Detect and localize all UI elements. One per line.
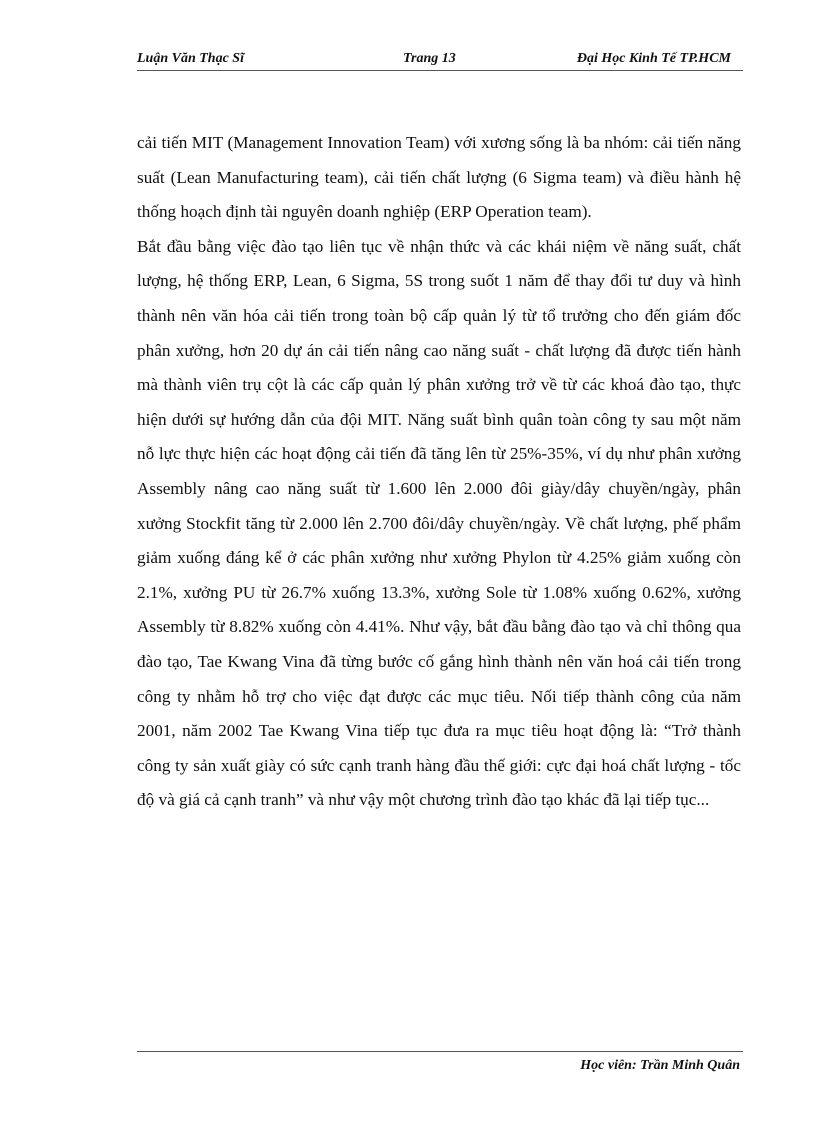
header-thesis-label: Luận Văn Thạc Sĩ <box>137 51 244 66</box>
paragraph-1: cải tiến MIT (Management Innovation Team) với xương sống là ba nhóm: cải tiến năng suất (Lean Manufacturing team), cải tiến chất lượng (6 Sigma team) và điều hành hệ thống hoạch định tài nguyên doanh nghiệp (ERP Operation team). <box>137 133 741 222</box>
header-page-number: Trang 13 <box>403 51 456 66</box>
body-text <box>137 126 741 818</box>
page-header <box>137 47 743 71</box>
header-university: Đại Học Kinh Tế TP.HCM <box>576 51 731 66</box>
footer-author: Học viên: Trần Minh Quân <box>580 1058 740 1073</box>
paragraph-2: Bắt đầu bằng việc đào tạo liên tục về nhận thức và các khái niệm về năng suất, chất lượng, hệ thống ERP, Lean, 6 Sigma, 5S trong suốt 1 năm để thay đổi tư duy và hình thành nên văn hóa cải tiến trong toàn bộ cấp quản lý từ tổ trưởng cho đến giám đốc phân xưởng, hơn 20 dự án cải tiến nâng cao năng suất - chất lượng đã được tiến hành mà thành viên trụ cột là các cấp quản lý phân xưởng trở về từ các khoá đào tạo, thực hiện dưới sự hướng dẫn của đội MIT. Năng suất bình quân toàn công ty sau một năm nỗ lực thực hiện các hoạt động cải tiến đã tăng lên từ 25%-35%, ví dụ như phân xưởng Assembly nâng cao năng suất từ 1.600 lên 2.000 đôi giày/dây chuyền/ngày, phân xưởng Stockfit tăng từ 2.000 lên 2.700 đôi/dây chuyền/ngày. Về chất lượng, phế phẩm giảm xuống đáng kể ở các phân xưởng như xưởng Phylon từ 4.25% giảm xuống còn 2.1%, xưởng PU từ 26.7% xuống 13.3%, xưởng Sole từ 1.08% xuống 0.62%, xưởng Assembly từ 8.82% xuống còn 4.41%. Như vậy, bắt đầu bằng đào tạo và chỉ thông qua đào tạo, Tae Kwang Vina đã từng bước cố gắng hình thành nên văn hoá cải tiến trong công ty nhằm hỗ trợ cho việc đạt được các mục tiêu. Nối tiếp thành công của năm 2001, năm 2002 Tae Kwang Vina tiếp tục đưa ra mục tiêu hoạt động là: “Trở thành công ty sản xuất giày có sức cạnh tranh hàng đầu thế giới: cực đại hoá chất lượng - tốc độ và giá cả cạnh tranh” và như vậy một chương trình đào tạo khác đã lại tiếp tục... <box>137 236 741 810</box>
header-divider <box>137 70 743 71</box>
footer-divider <box>137 1051 743 1052</box>
